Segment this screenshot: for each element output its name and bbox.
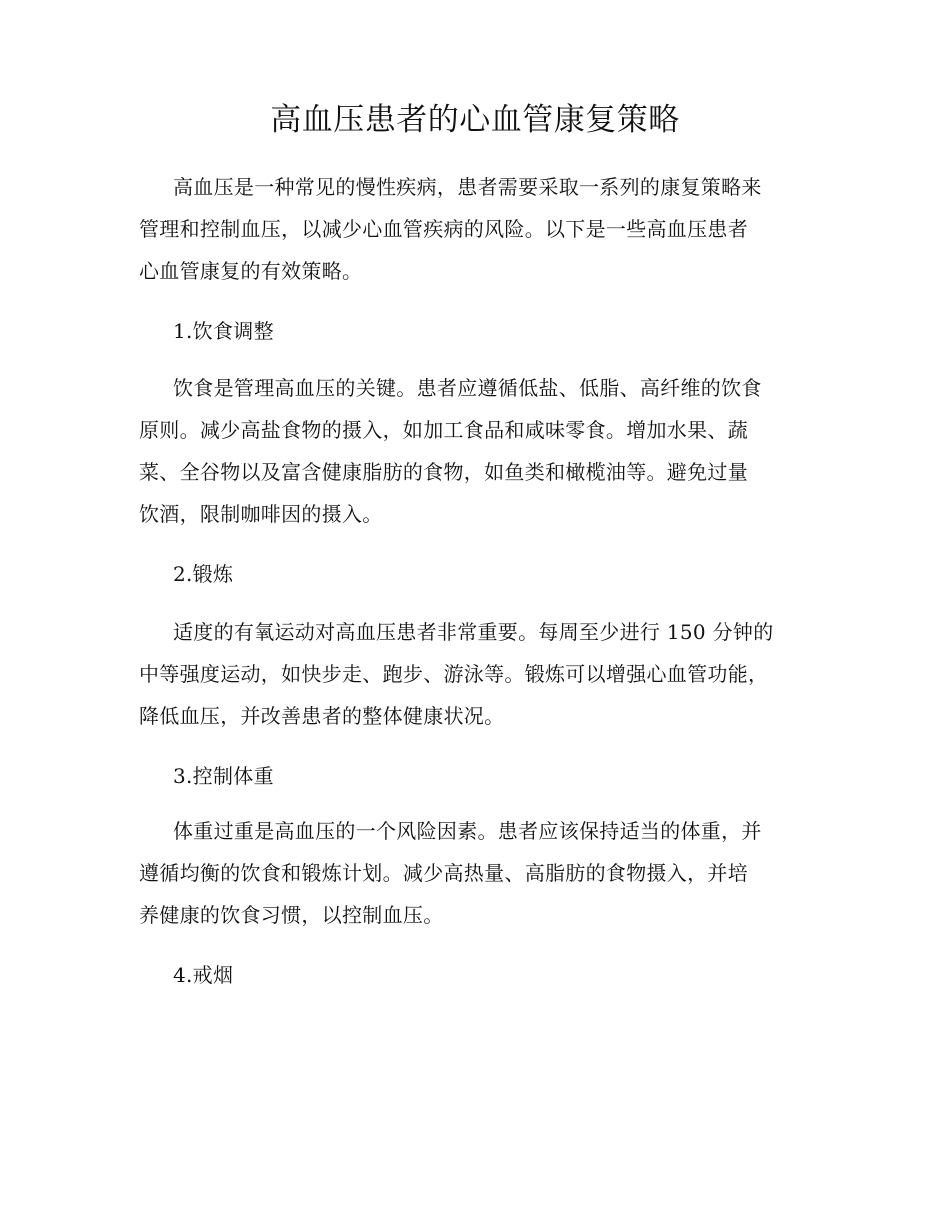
section-1-heading: 1.饮食调整 <box>173 319 274 343</box>
section-3-line-1: 体重过重是高血压的一个风险因素。患者应该保持适当的体重，并 <box>173 819 762 843</box>
intro-line-1: 高血压是一种常见的慢性疾病，患者需要采取一系列的康复策略来 <box>173 175 762 199</box>
section-1-line-2: 原则。减少高盐食物的摄入，如加工食品和咸味零食。增加水果、蔬 <box>139 418 748 442</box>
section-1-line-4: 饮酒，限制咖啡因的摄入。 <box>139 502 383 526</box>
intro-line-2: 管理和控制血压，以减少心血管疾病的风险。以下是一些高血压患者 <box>139 217 748 241</box>
section-4-heading: 4.戒烟 <box>173 963 234 987</box>
document-title: 高血压患者的心血管康复策略 <box>270 102 680 138</box>
section-2-line-1: 适度的有氧运动对高血压患者非常重要。每周至少进行 150 分钟的 <box>173 620 774 644</box>
section-3-heading: 3.控制体重 <box>173 764 274 788</box>
section-2-line-3: 降低血压，并改善患者的整体健康状况。 <box>139 704 505 728</box>
intro-line-3: 心血管康复的有效策略。 <box>139 259 363 283</box>
section-3-line-3: 养健康的饮食习惯，以控制血压。 <box>139 903 444 927</box>
section-3-line-2: 遵循均衡的饮食和锻炼计划。减少高热量、高脂肪的食物摄入，并培 <box>139 861 748 885</box>
section-1-line-3: 菜、全谷物以及富含健康脂肪的食物，如鱼类和橄榄油等。避免过量 <box>139 460 748 484</box>
section-2-line-2: 中等强度运动，如快步走、跑步、游泳等。锻炼可以增强心血管功能， <box>139 662 769 686</box>
section-1-line-1: 饮食是管理高血压的关键。患者应遵循低盐、低脂、高纤维的饮食 <box>173 376 762 400</box>
section-2-heading: 2.锻炼 <box>173 562 234 586</box>
